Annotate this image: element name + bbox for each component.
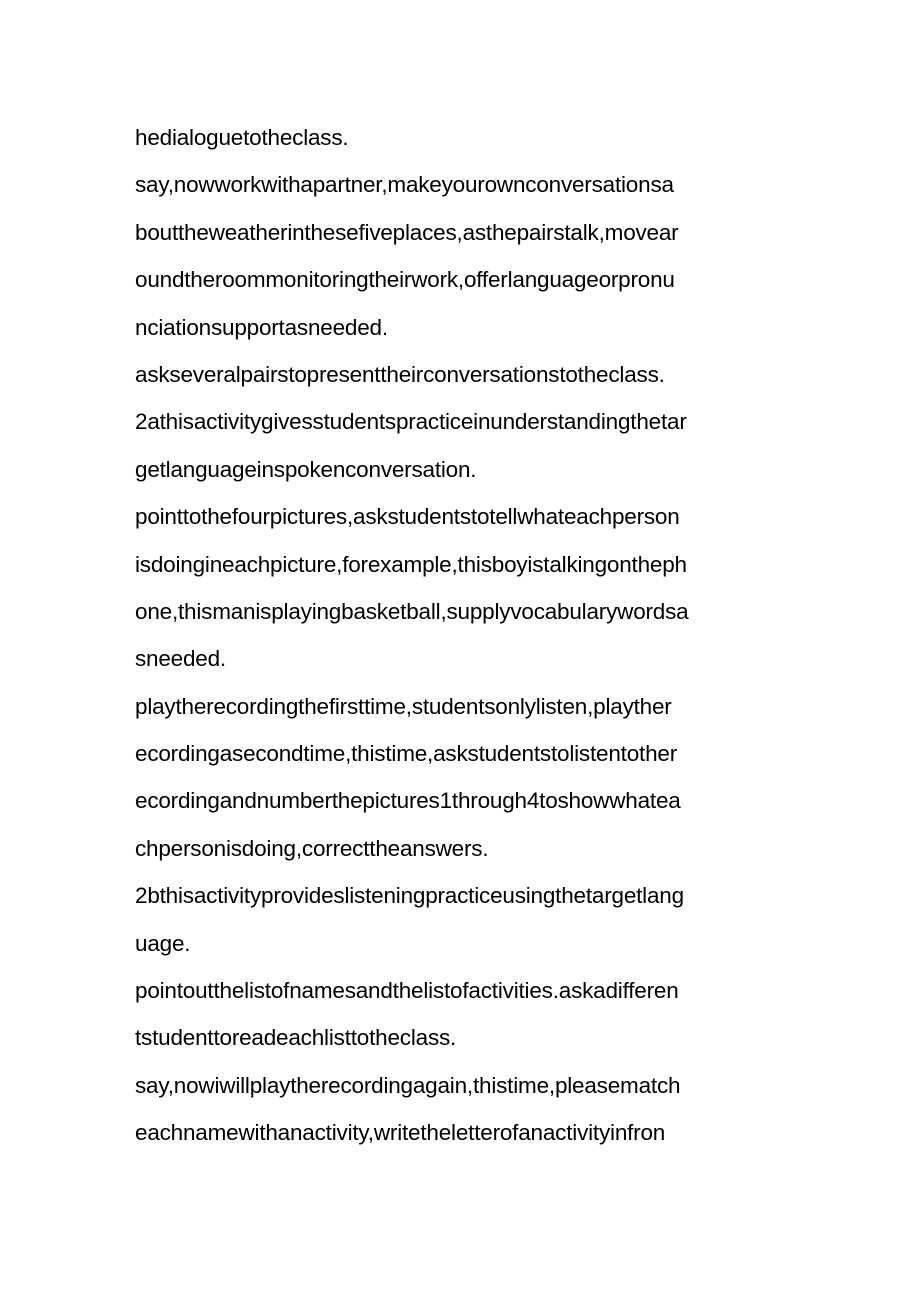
text-line: playtherecordingthefirsttime,studentsonlylisten,playther <box>135 693 672 719</box>
text-line: tstudenttoreadeachlisttotheclass. <box>135 1025 457 1051</box>
text-line: eachnamewithanactivity,writetheletterofanactivityinfron <box>135 1120 666 1146</box>
text-line: bouttheweatherinthesefiveplaces,asthepairstalk,movear <box>135 219 679 245</box>
body-text <box>135 114 795 1157</box>
text-line: sneeded. <box>135 646 226 672</box>
text-line: 2bthisactivityprovideslisteningpracticeusingthetargetlang <box>135 883 684 909</box>
text-line: one,thismanisplayingbasketball,supplyvocabularywordsa <box>135 598 689 624</box>
text-line: ecordingandnumberthepictures1through4toshowwhatea <box>135 788 681 814</box>
text-line: uage. <box>135 930 191 956</box>
text-line: pointoutthelistofnamesandthelistofactivities.askadifferen <box>135 978 679 1004</box>
text-line: hedialoguetotheclass. <box>135 125 349 150</box>
text-line: ecordingasecondtime,thistime,askstudentstolistentother <box>135 741 677 767</box>
text-line: askseveralpairstopresenttheirconversationstotheclass. <box>135 361 665 387</box>
text-line: chpersonisdoing,correcttheanswers. <box>135 835 489 861</box>
text-line: pointtothefourpictures,askstudentstotellwhateachperson <box>135 504 680 530</box>
text-line: isdoingineachpicture,forexample,thisboyistalkingontheph <box>135 551 687 577</box>
text-line: say,nowworkwithapartner,makeyourownconversationsa <box>135 172 674 198</box>
text-line: nciationsupportasneeded. <box>135 314 388 340</box>
text-line: 2athisactivitygivesstudentspracticeinunderstandingthetar <box>135 409 687 435</box>
text-line: say,nowiwillplaytherecordingagain,thistime,pleasematch <box>135 1072 681 1098</box>
text-line: oundtheroommonitoringtheirwork,offerlanguageorpronu <box>135 267 675 293</box>
text-line: getlanguageinspokenconversation. <box>135 456 477 482</box>
